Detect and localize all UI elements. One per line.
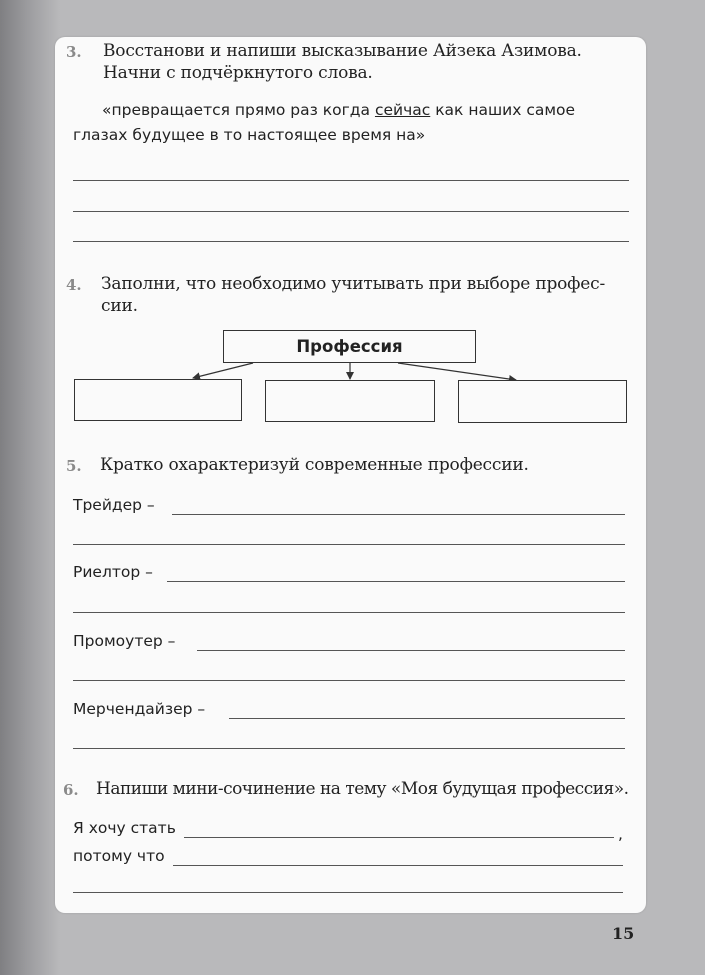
prompt-comma: ,: [618, 825, 623, 843]
task-5-instruction: Кратко охарактеризуй современные профессии.: [100, 455, 529, 475]
task-3-line-1: Восстанови и напиши высказывание Айзека Азимова.: [103, 41, 582, 61]
task-3-quote-line-2: глазах будущее в то настоящее время на»: [73, 126, 426, 144]
task-4-line-2: сии.: [101, 296, 138, 316]
answer-box-center[interactable]: [265, 380, 435, 422]
task-3-line-2: Начни с подчёркнутого слова.: [103, 63, 373, 83]
task-4-number: 4.: [66, 276, 82, 294]
task-6-number: 6.: [63, 781, 79, 799]
task-4-line-1: Заполни, что необходимо учитывать при выборе профес-: [101, 274, 606, 294]
answer-line[interactable]: [172, 514, 625, 515]
item-merchandiser-label: Мерчендайзер –: [73, 700, 206, 718]
answer-line[interactable]: [73, 892, 623, 893]
answer-line[interactable]: [197, 650, 625, 651]
item-promoter-label: Промоутер –: [73, 632, 176, 650]
quote-underlined-word: сейчас: [374, 101, 431, 119]
answer-line[interactable]: [73, 544, 625, 545]
answer-line[interactable]: [73, 748, 625, 749]
prompt-i-want-to-become: Я хочу стать: [73, 819, 176, 837]
answer-line[interactable]: [173, 865, 623, 866]
quote-part-after: как наших самое: [430, 101, 576, 119]
diagram-arrows: [0, 0, 705, 400]
task-5-number: 5.: [66, 457, 82, 475]
arrow-left: [193, 363, 253, 378]
answer-line[interactable]: [73, 612, 625, 613]
task-3-number: 3.: [66, 43, 82, 61]
prompt-because: потому что: [73, 847, 165, 865]
answer-box-right[interactable]: [458, 380, 627, 423]
quote-part-before: «превращается прямо раз когда: [102, 101, 375, 119]
item-trader-label: Трейдер –: [73, 496, 155, 514]
item-realtor-label: Риелтор –: [73, 563, 153, 581]
answer-line[interactable]: [229, 718, 625, 719]
page-number: 15: [612, 924, 635, 943]
answer-line[interactable]: [73, 680, 625, 681]
answer-line[interactable]: [167, 581, 625, 582]
arrow-right: [398, 363, 516, 380]
answer-box-left[interactable]: [74, 379, 242, 421]
answer-line[interactable]: [184, 837, 614, 838]
task-6-instruction: Напиши мини-сочинение на тему «Моя будущая профессия».: [96, 779, 629, 799]
profession-title: Профессия: [296, 337, 403, 356]
